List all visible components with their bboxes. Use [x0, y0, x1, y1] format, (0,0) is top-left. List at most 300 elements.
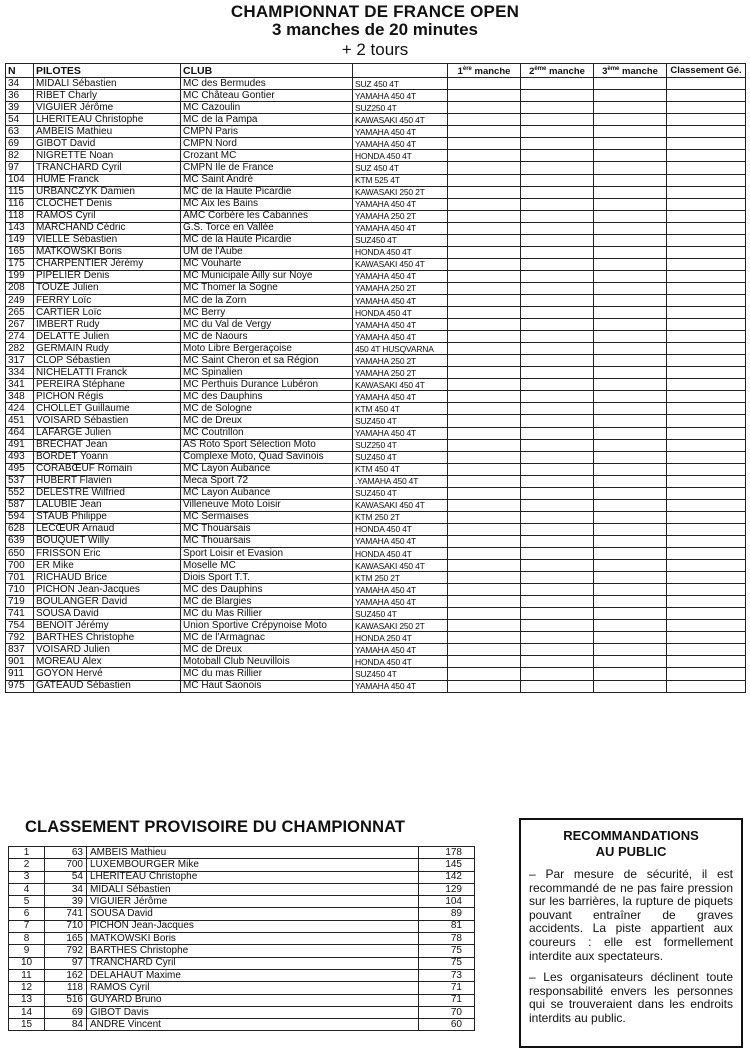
classement-cell — [667, 584, 746, 596]
manche-3-cell — [594, 234, 667, 246]
rider-name: FRISSON Eric — [34, 547, 181, 559]
ranking-number: 710 — [45, 920, 87, 932]
table-row — [6, 680, 746, 692]
ranking-name: GUYARD Bruno — [87, 994, 419, 1006]
rider-number: 34 — [6, 78, 34, 90]
rider-name: LALUBIE Jean — [34, 499, 181, 511]
rider-club: MC Haut Saonois — [181, 680, 353, 692]
rider-number: 348 — [6, 391, 34, 403]
ranking-name: DELAHAUT Maxime — [87, 969, 419, 981]
rider-name: LECŒUR Arnaud — [34, 523, 181, 535]
manche-1-cell — [448, 487, 521, 499]
manche-1-cell — [448, 572, 521, 584]
manche-2-cell — [521, 620, 594, 632]
rider-club: MC du Val de Vergy — [181, 319, 353, 331]
manche-1-cell — [448, 439, 521, 451]
manche-3-cell — [594, 222, 667, 234]
classement-cell — [667, 608, 746, 620]
ranking-position: 4 — [9, 883, 45, 895]
manche-2-cell — [521, 126, 594, 138]
manche-1-cell — [448, 391, 521, 403]
table-row — [6, 355, 746, 367]
rider-name: FERRY Loïc — [34, 295, 181, 307]
classement-cell — [667, 391, 746, 403]
ranking-name: GIBOT Davis — [87, 1006, 419, 1018]
rider-club: MC Saint Cheron et sa Région — [181, 355, 353, 367]
classement-cell — [667, 451, 746, 463]
ranking-points: 70 — [419, 1006, 475, 1018]
rider-club: MC Berry — [181, 307, 353, 319]
rider-club: MC Sermaises — [181, 511, 353, 523]
rider-bike: KAWASAKI 450 4T — [353, 560, 448, 572]
rider-club: AS Roto Sport Sélection Moto — [181, 439, 353, 451]
manche-3-cell — [594, 90, 667, 102]
rider-bike: YAMAHA 250 2T — [353, 367, 448, 379]
manche-3-cell — [594, 596, 667, 608]
rider-bike: YAMAHA 450 4T — [353, 535, 448, 547]
rider-club: MC du Mas Rillier — [181, 608, 353, 620]
ranking-row — [9, 920, 475, 932]
rider-name: URBANCZYK Damien — [34, 186, 181, 198]
manche-2-cell — [521, 210, 594, 222]
rider-name: NIGRETTE Noan — [34, 150, 181, 162]
manche-3-cell — [594, 463, 667, 475]
recommendations-title-line2: AU PUBLIC — [595, 844, 667, 859]
rider-bike: KAWASAKI 450 4T — [353, 499, 448, 511]
rider-bike: YAMAHA 450 4T — [353, 270, 448, 282]
table-row — [6, 511, 746, 523]
classement-cell — [667, 656, 746, 668]
table-row — [6, 210, 746, 222]
classement-cell — [667, 572, 746, 584]
table-row — [6, 246, 746, 258]
manche-2-cell — [521, 644, 594, 656]
table-row — [6, 258, 746, 270]
manche-2-cell — [521, 343, 594, 355]
classement-cell — [667, 198, 746, 210]
rider-club: MC Cazoulin — [181, 102, 353, 114]
table-row — [6, 439, 746, 451]
classement-cell — [667, 379, 746, 391]
manche-1-cell — [448, 415, 521, 427]
rider-number: 265 — [6, 307, 34, 319]
ranking-number: 700 — [45, 859, 87, 871]
manche-2-cell — [521, 234, 594, 246]
manche-1-cell — [448, 499, 521, 511]
ranking-row — [9, 871, 475, 883]
rider-club: Union Sportive Crépynoise Moto — [181, 620, 353, 632]
rider-number: 911 — [6, 668, 34, 680]
rider-club: MC Perthuis Durance Lubéron — [181, 379, 353, 391]
rider-club: AMC Corbère les Cabannes — [181, 210, 353, 222]
col-header-n: N — [6, 64, 34, 78]
table-row — [6, 620, 746, 632]
rider-number: 82 — [6, 150, 34, 162]
manche-3-cell — [594, 174, 667, 186]
rider-club: MC des Dauphins — [181, 391, 353, 403]
rider-club: MC Vouharte — [181, 258, 353, 270]
rider-bike: KAWASAKI 250 2T — [353, 186, 448, 198]
manche-2-cell — [521, 608, 594, 620]
classement-cell — [667, 174, 746, 186]
rider-club: Complexe Moto, Quad Savinois — [181, 451, 353, 463]
manche-2-cell — [521, 560, 594, 572]
manche-3-cell — [594, 572, 667, 584]
manche-1-cell — [448, 656, 521, 668]
manche-3-cell — [594, 608, 667, 620]
rider-name: IMBERT Rudy — [34, 319, 181, 331]
manche-3-cell — [594, 114, 667, 126]
ranking-points: 145 — [419, 859, 475, 871]
rider-name: RICHAUD Brice — [34, 572, 181, 584]
rider-name: GIBOT David — [34, 138, 181, 150]
manche-3-cell — [594, 126, 667, 138]
manche-2-cell — [521, 270, 594, 282]
manche-1-cell — [448, 126, 521, 138]
rider-number: 792 — [6, 632, 34, 644]
table-row — [6, 415, 746, 427]
table-row — [6, 331, 746, 343]
manche-1-cell — [448, 620, 521, 632]
manche-3-cell — [594, 379, 667, 391]
rider-name: PICHON Régis — [34, 391, 181, 403]
rider-number: 274 — [6, 331, 34, 343]
ranking-name: AMBEIS Mathieu — [87, 847, 419, 859]
rider-name: TOUZE Julien — [34, 282, 181, 294]
rider-club: MC Saint André — [181, 174, 353, 186]
ranking-position: 15 — [9, 1019, 45, 1031]
ranking-number: 39 — [45, 896, 87, 908]
classement-cell — [667, 487, 746, 499]
manche-3-cell — [594, 475, 667, 487]
ranking-points: 104 — [419, 896, 475, 908]
ranking-row — [9, 896, 475, 908]
classement-cell — [667, 343, 746, 355]
manche-3-cell — [594, 246, 667, 258]
table-row — [6, 114, 746, 126]
manche-1-cell — [448, 198, 521, 210]
manche-1-cell — [448, 668, 521, 680]
ranking-position: 10 — [9, 957, 45, 969]
rider-name: DELATTE Julien — [34, 331, 181, 343]
rider-name: MOREAU Alex — [34, 656, 181, 668]
col-header-pilotes: PILOTES — [34, 64, 181, 78]
rider-club: MC de Blargies — [181, 596, 353, 608]
riders-table — [5, 63, 746, 693]
ranking-name: BARTHES Christophe — [87, 945, 419, 957]
rider-number: 754 — [6, 620, 34, 632]
rider-bike: HONDA 450 4T — [353, 307, 448, 319]
table-header-row — [6, 64, 746, 78]
table-row — [6, 90, 746, 102]
rider-club: CMPN Paris — [181, 126, 353, 138]
manche-2-cell — [521, 307, 594, 319]
classement-cell — [667, 138, 746, 150]
manche-2-cell — [521, 379, 594, 391]
ranking-points: 73 — [419, 969, 475, 981]
rider-bike: KAWASAKI 250 2T — [353, 620, 448, 632]
rider-club: MC de Dreux — [181, 644, 353, 656]
ranking-number: 162 — [45, 969, 87, 981]
manche-2-cell — [521, 511, 594, 523]
rider-number: 63 — [6, 126, 34, 138]
classement-cell — [667, 523, 746, 535]
rider-bike: YAMAHA 450 4T — [353, 391, 448, 403]
table-row — [6, 668, 746, 680]
rider-name: CORABŒUF Romain — [34, 463, 181, 475]
rider-number: 282 — [6, 343, 34, 355]
ranking-name: LHERITEAU Christophe — [87, 871, 419, 883]
rider-bike: KTM 250 2T — [353, 511, 448, 523]
manche-1-cell — [448, 523, 521, 535]
manche-1-cell — [448, 584, 521, 596]
table-row — [6, 282, 746, 294]
rider-name: NICHELATTI Franck — [34, 367, 181, 379]
table-row — [6, 523, 746, 535]
rider-number: 54 — [6, 114, 34, 126]
manche-3-cell — [594, 644, 667, 656]
rider-number: 552 — [6, 487, 34, 499]
classement-cell — [667, 403, 746, 415]
rider-name: VIELLE Sébastien — [34, 234, 181, 246]
classement-cell — [667, 186, 746, 198]
rider-number: 650 — [6, 547, 34, 559]
classement-cell — [667, 246, 746, 258]
rider-bike: YAMAHA 450 4T — [353, 90, 448, 102]
manche-2-cell — [521, 246, 594, 258]
rider-bike: YAMAHA 450 4T — [353, 126, 448, 138]
classement-cell — [667, 535, 746, 547]
rider-bike: YAMAHA 450 4T — [353, 319, 448, 331]
ranking-position: 8 — [9, 933, 45, 945]
rider-club: MC de la Haute Picardie — [181, 234, 353, 246]
classement-cell — [667, 270, 746, 282]
manche-2-cell — [521, 174, 594, 186]
manche-2-cell — [521, 547, 594, 559]
table-row — [6, 463, 746, 475]
rider-number: 36 — [6, 90, 34, 102]
table-row — [6, 150, 746, 162]
manche-2-cell — [521, 162, 594, 174]
manche-3-cell — [594, 511, 667, 523]
classement-cell — [667, 282, 746, 294]
rider-bike: KTM 450 4T — [353, 403, 448, 415]
rider-bike: HONDA 450 4T — [353, 246, 448, 258]
classement-cell — [667, 331, 746, 343]
rider-number: 464 — [6, 427, 34, 439]
rider-club: MC Thomer la Sogne — [181, 282, 353, 294]
rider-name: HUBERT Flavien — [34, 475, 181, 487]
rider-number: 495 — [6, 463, 34, 475]
manche-2-cell — [521, 391, 594, 403]
ranking-points: 75 — [419, 945, 475, 957]
classement-cell — [667, 463, 746, 475]
rider-bike: SUZ450 4T — [353, 487, 448, 499]
rider-bike: YAMAHA 450 4T — [353, 644, 448, 656]
rider-number: 267 — [6, 319, 34, 331]
ranking-name: LUXEMBOURGER Mike — [87, 859, 419, 871]
table-row — [6, 186, 746, 198]
ranking-name: MIDALI Sébastien — [87, 883, 419, 895]
rider-name: RIBET Charly — [34, 90, 181, 102]
rider-number: 701 — [6, 572, 34, 584]
ranking-number: 63 — [45, 847, 87, 859]
manche-3-cell — [594, 415, 667, 427]
manche-2-cell — [521, 572, 594, 584]
rider-club: MC Spinalien — [181, 367, 353, 379]
rider-bike: SUZ450 4T — [353, 415, 448, 427]
rider-name: GATEAUD Sébastien — [34, 680, 181, 692]
rider-club: MC Layon Aubance — [181, 487, 353, 499]
recommendations-paragraph-1: – Par mesure de sécurité, il est recommandé de ne pas faire pression sur les barrières, la rupture de piquets pouvant entraîner de graves accidents. La piste appartient aux coureurs : elle est formellement interdite aux spectateurs. — [529, 867, 733, 963]
manche-1-cell — [448, 355, 521, 367]
rider-number: 149 — [6, 234, 34, 246]
rider-number: 710 — [6, 584, 34, 596]
rider-club: Moto Libre Bergeraçoise — [181, 343, 353, 355]
manche-2-cell — [521, 295, 594, 307]
rider-name: CHOLLET Guillaume — [34, 403, 181, 415]
rider-number: 491 — [6, 439, 34, 451]
manche-3-cell — [594, 258, 667, 270]
rider-club: MC Municipale Ailly sur Noye — [181, 270, 353, 282]
classement-cell — [667, 560, 746, 572]
rider-number: 628 — [6, 523, 34, 535]
manche-2-cell — [521, 282, 594, 294]
manche-2-cell — [521, 668, 594, 680]
rider-name: ER Mike — [34, 560, 181, 572]
manche-2-cell — [521, 150, 594, 162]
rider-name: BOUQUET Willy — [34, 535, 181, 547]
ranking-name: VIGUIER Jérôme — [87, 896, 419, 908]
rider-bike: KTM 250 2T — [353, 572, 448, 584]
manche-1-cell — [448, 379, 521, 391]
manche-3-cell — [594, 403, 667, 415]
table-row — [6, 198, 746, 210]
table-row — [6, 379, 746, 391]
rider-club: MC Thouarsais — [181, 523, 353, 535]
manche-2-cell — [521, 222, 594, 234]
rider-name: STAUB Philippe — [34, 511, 181, 523]
manche-1-cell — [448, 307, 521, 319]
classement-cell — [667, 90, 746, 102]
ranking-position: 5 — [9, 896, 45, 908]
classement-cell — [667, 102, 746, 114]
rider-number: 317 — [6, 355, 34, 367]
rider-bike: SUZ450 4T — [353, 234, 448, 246]
col-header-manche-3: 3ème manche — [594, 64, 667, 78]
manche-3-cell — [594, 162, 667, 174]
rider-club: Diois Sport T.T. — [181, 572, 353, 584]
manche-1-cell — [448, 680, 521, 692]
col-header-moto — [353, 64, 448, 78]
manche-1-cell — [448, 463, 521, 475]
rider-number: 493 — [6, 451, 34, 463]
recommendations-title — [521, 828, 741, 860]
manche-2-cell — [521, 102, 594, 114]
manche-1-cell — [448, 295, 521, 307]
manche-2-cell — [521, 78, 594, 90]
table-row — [6, 174, 746, 186]
manche-2-cell — [521, 138, 594, 150]
manche-3-cell — [594, 391, 667, 403]
ranking-row — [9, 957, 475, 969]
manche-1-cell — [448, 174, 521, 186]
rider-number: 741 — [6, 608, 34, 620]
table-row — [6, 547, 746, 559]
ranking-row — [9, 847, 475, 859]
ranking-points: 89 — [419, 908, 475, 920]
rider-number: 537 — [6, 475, 34, 487]
rider-bike: 450 4T HUSQVARNA — [353, 343, 448, 355]
ranking-row — [9, 859, 475, 871]
rider-club: MC du mas Rillier — [181, 668, 353, 680]
rider-club: MC de Sologne — [181, 403, 353, 415]
recommendations-box — [519, 818, 743, 1048]
classement-cell — [667, 210, 746, 222]
ranking-position: 12 — [9, 982, 45, 994]
ranking-points: 71 — [419, 982, 475, 994]
rider-bike: KTM 450 4T — [353, 463, 448, 475]
manche-2-cell — [521, 584, 594, 596]
rider-number: 424 — [6, 403, 34, 415]
manche-3-cell — [594, 427, 667, 439]
rider-number: 143 — [6, 222, 34, 234]
ranking-points: 142 — [419, 871, 475, 883]
table-row — [6, 608, 746, 620]
ranking-position: 14 — [9, 1006, 45, 1018]
rider-name: LHÉRITEAU Christophe — [34, 114, 181, 126]
ranking-position: 13 — [9, 994, 45, 1006]
rider-club: G.S. Torce en Vallée — [181, 222, 353, 234]
ranking-row — [9, 933, 475, 945]
rider-number: 341 — [6, 379, 34, 391]
ranking-row — [9, 969, 475, 981]
ranking-row — [9, 908, 475, 920]
rider-number: 594 — [6, 511, 34, 523]
classement-cell — [667, 355, 746, 367]
rider-club: MC Aix les Bains — [181, 198, 353, 210]
rider-bike: YAMAHA 450 4T — [353, 222, 448, 234]
manche-2-cell — [521, 198, 594, 210]
rider-bike: KAWASAKI 450 4T — [353, 379, 448, 391]
manche-3-cell — [594, 451, 667, 463]
rider-name: PICHON Jean-Jacques — [34, 584, 181, 596]
rider-bike: HONDA 450 4T — [353, 656, 448, 668]
rider-number: 165 — [6, 246, 34, 258]
manche-1-cell — [448, 367, 521, 379]
ranking-name: ANDRE Vincent — [87, 1019, 419, 1031]
ranking-row — [9, 1019, 475, 1031]
rider-name: BRECHAT Jean — [34, 439, 181, 451]
ranking-number: 97 — [45, 957, 87, 969]
classement-cell — [667, 162, 746, 174]
rider-club: MC des Dauphins — [181, 584, 353, 596]
rider-bike: HONDA 450 4T — [353, 547, 448, 559]
manche-3-cell — [594, 319, 667, 331]
manche-1-cell — [448, 644, 521, 656]
manche-3-cell — [594, 632, 667, 644]
manche-3-cell — [594, 355, 667, 367]
manche-3-cell — [594, 270, 667, 282]
manche-2-cell — [521, 415, 594, 427]
manche-3-cell — [594, 186, 667, 198]
classement-cell — [667, 367, 746, 379]
manche-1-cell — [448, 475, 521, 487]
manche-1-cell — [448, 632, 521, 644]
manche-1-cell — [448, 511, 521, 523]
classement-cell — [667, 620, 746, 632]
manche-1-cell — [448, 560, 521, 572]
